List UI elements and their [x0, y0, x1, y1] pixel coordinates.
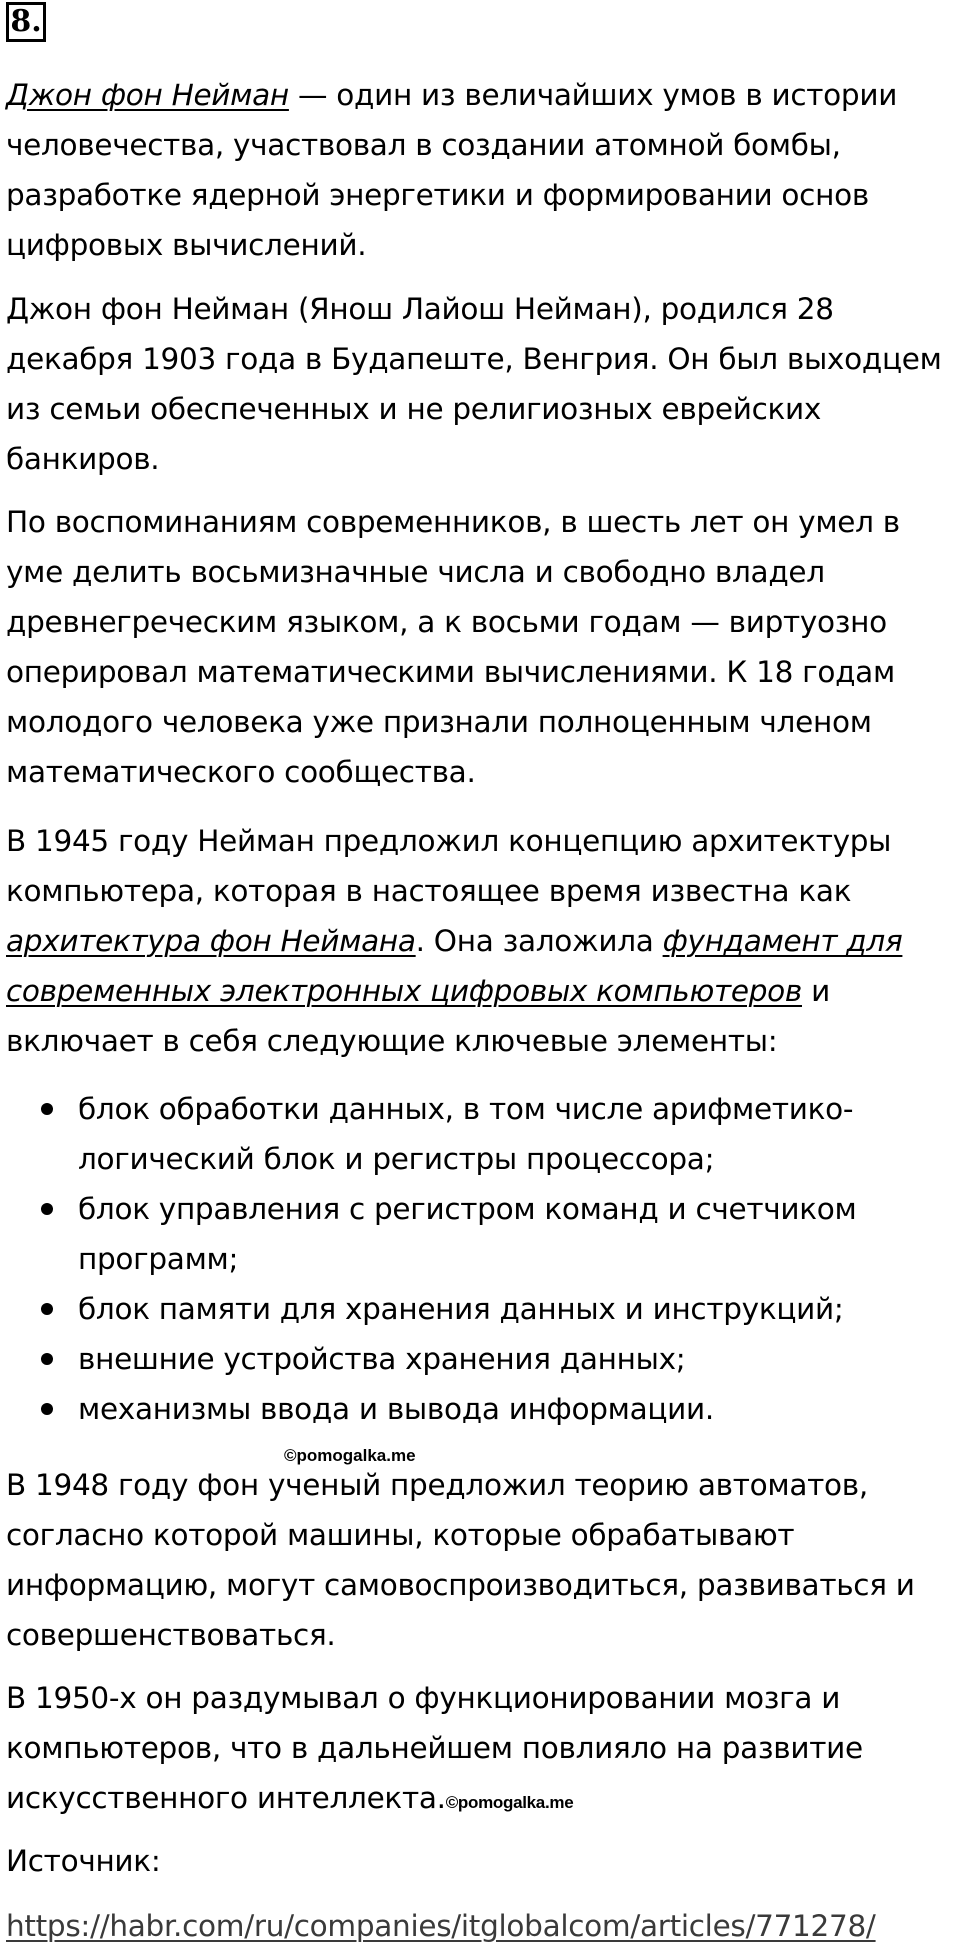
list-item-line: внешние устройства хранения данных;: [78, 1342, 686, 1376]
list-item-line: программ;: [78, 1242, 239, 1276]
childhood-line: древнегреческим языком, а к восьми годам — виртуозно: [6, 605, 887, 639]
list-item-line: логический блок и регистры процессора;: [78, 1142, 715, 1176]
intro-line2: человечества, участвовал в создании атомной бомбы,: [6, 128, 841, 162]
bullet-icon: [41, 1303, 53, 1315]
automata-line: согласно которой машины, которые обрабатывают: [6, 1518, 795, 1552]
source-label-text: Источник:: [6, 1844, 161, 1878]
source-label: [6, 1836, 956, 1886]
watermark: ©pomogalka.me: [445, 1793, 574, 1812]
list-item: [6, 1334, 956, 1384]
childhood-line: уме делить восьмизначные числа и свободно владел: [6, 555, 825, 589]
intro-line3: разработке ядерной энергетики и формировании основ: [6, 178, 869, 212]
automata-line: В 1948 году фон ученый предложил теорию автоматов,: [6, 1468, 868, 1502]
list-item: [6, 1384, 956, 1434]
architecture-line1: В 1945 году Нейман предложил концепцию архитектуры: [6, 824, 892, 858]
intro-line4: цифровых вычислений.: [6, 228, 367, 262]
birth-line: банкиров.: [6, 442, 160, 476]
brain-line1: В 1950-х он раздумывал о функционировании мозга и: [6, 1681, 841, 1715]
birth-line: декабря 1903 года в Будапеште, Венгрия. Он был выходцем: [6, 342, 942, 376]
link-john-von-neumann[interactable]: Джон фон Нейман: [6, 78, 289, 112]
brain-line2: компьютеров, что в дальнейшем повлияло на развитие: [6, 1731, 863, 1765]
bullet-icon: [41, 1403, 53, 1415]
architecture-between-links: . Она заложила: [415, 924, 663, 958]
link-von-neumann-architecture[interactable]: архитектура фон Неймана: [6, 924, 416, 958]
brain-line3: искусственного интеллекта.: [6, 1781, 446, 1815]
list-item: [6, 1084, 956, 1184]
paragraph-brain: [6, 1673, 956, 1823]
list-item-line: блок обработки данных, в том числе арифметико-: [78, 1092, 854, 1126]
architecture-line2: компьютера, которая в настоящее время известна как: [6, 874, 852, 908]
architecture-line5: включает в себя следующие ключевые элементы:: [6, 1024, 778, 1058]
paragraph-childhood: [6, 497, 956, 797]
paragraph-intro: [6, 70, 956, 270]
bullet-icon: [41, 1203, 53, 1215]
paragraph-architecture: [6, 816, 956, 1066]
list-item: [6, 1184, 956, 1284]
childhood-line: оперировал математическими вычислениями. К 18 годам: [6, 655, 895, 689]
link-foundation-part1[interactable]: фундамент для: [662, 924, 903, 958]
watermark: ©pomogalka.me: [284, 1446, 416, 1465]
link-foundation-part2[interactable]: современных электронных цифровых компьютеров: [6, 974, 802, 1008]
task-number: 8.: [6, 2, 46, 42]
automata-line: совершенствоваться.: [6, 1618, 336, 1652]
bullet-icon: [41, 1353, 53, 1365]
birth-line: Джон фон Нейман (Янош Лайош Нейман), родился 28: [6, 292, 834, 326]
childhood-line: По воспоминаниям современников, в шесть лет он умел в: [6, 505, 900, 539]
childhood-line: молодого человека уже признали полноценным членом: [6, 705, 872, 739]
bullet-icon: [41, 1103, 53, 1115]
key-elements-list: [6, 1084, 956, 1434]
childhood-line: математического сообщества.: [6, 755, 476, 789]
automata-line: информацию, могут самовоспроизводиться, развиваться и: [6, 1568, 915, 1602]
list-item-line: блок управления с регистром команд и счетчиком: [78, 1192, 857, 1226]
list-item-line: механизмы ввода и вывода информации.: [78, 1392, 714, 1426]
paragraph-birth: [6, 284, 956, 484]
paragraph-automata: [6, 1460, 956, 1660]
architecture-after-link: и: [802, 974, 830, 1008]
intro-line1-text: — один из величайших умов в истории: [288, 78, 898, 112]
list-item: [6, 1284, 956, 1334]
birth-line: из семьи обеспеченных и не религиозных еврейских: [6, 392, 822, 426]
source-link[interactable]: https://habr.com/ru/companies/itglobalcom/articles/771278/: [6, 1909, 876, 1943]
list-item-line: блок памяти для хранения данных и инструкций;: [78, 1292, 844, 1326]
